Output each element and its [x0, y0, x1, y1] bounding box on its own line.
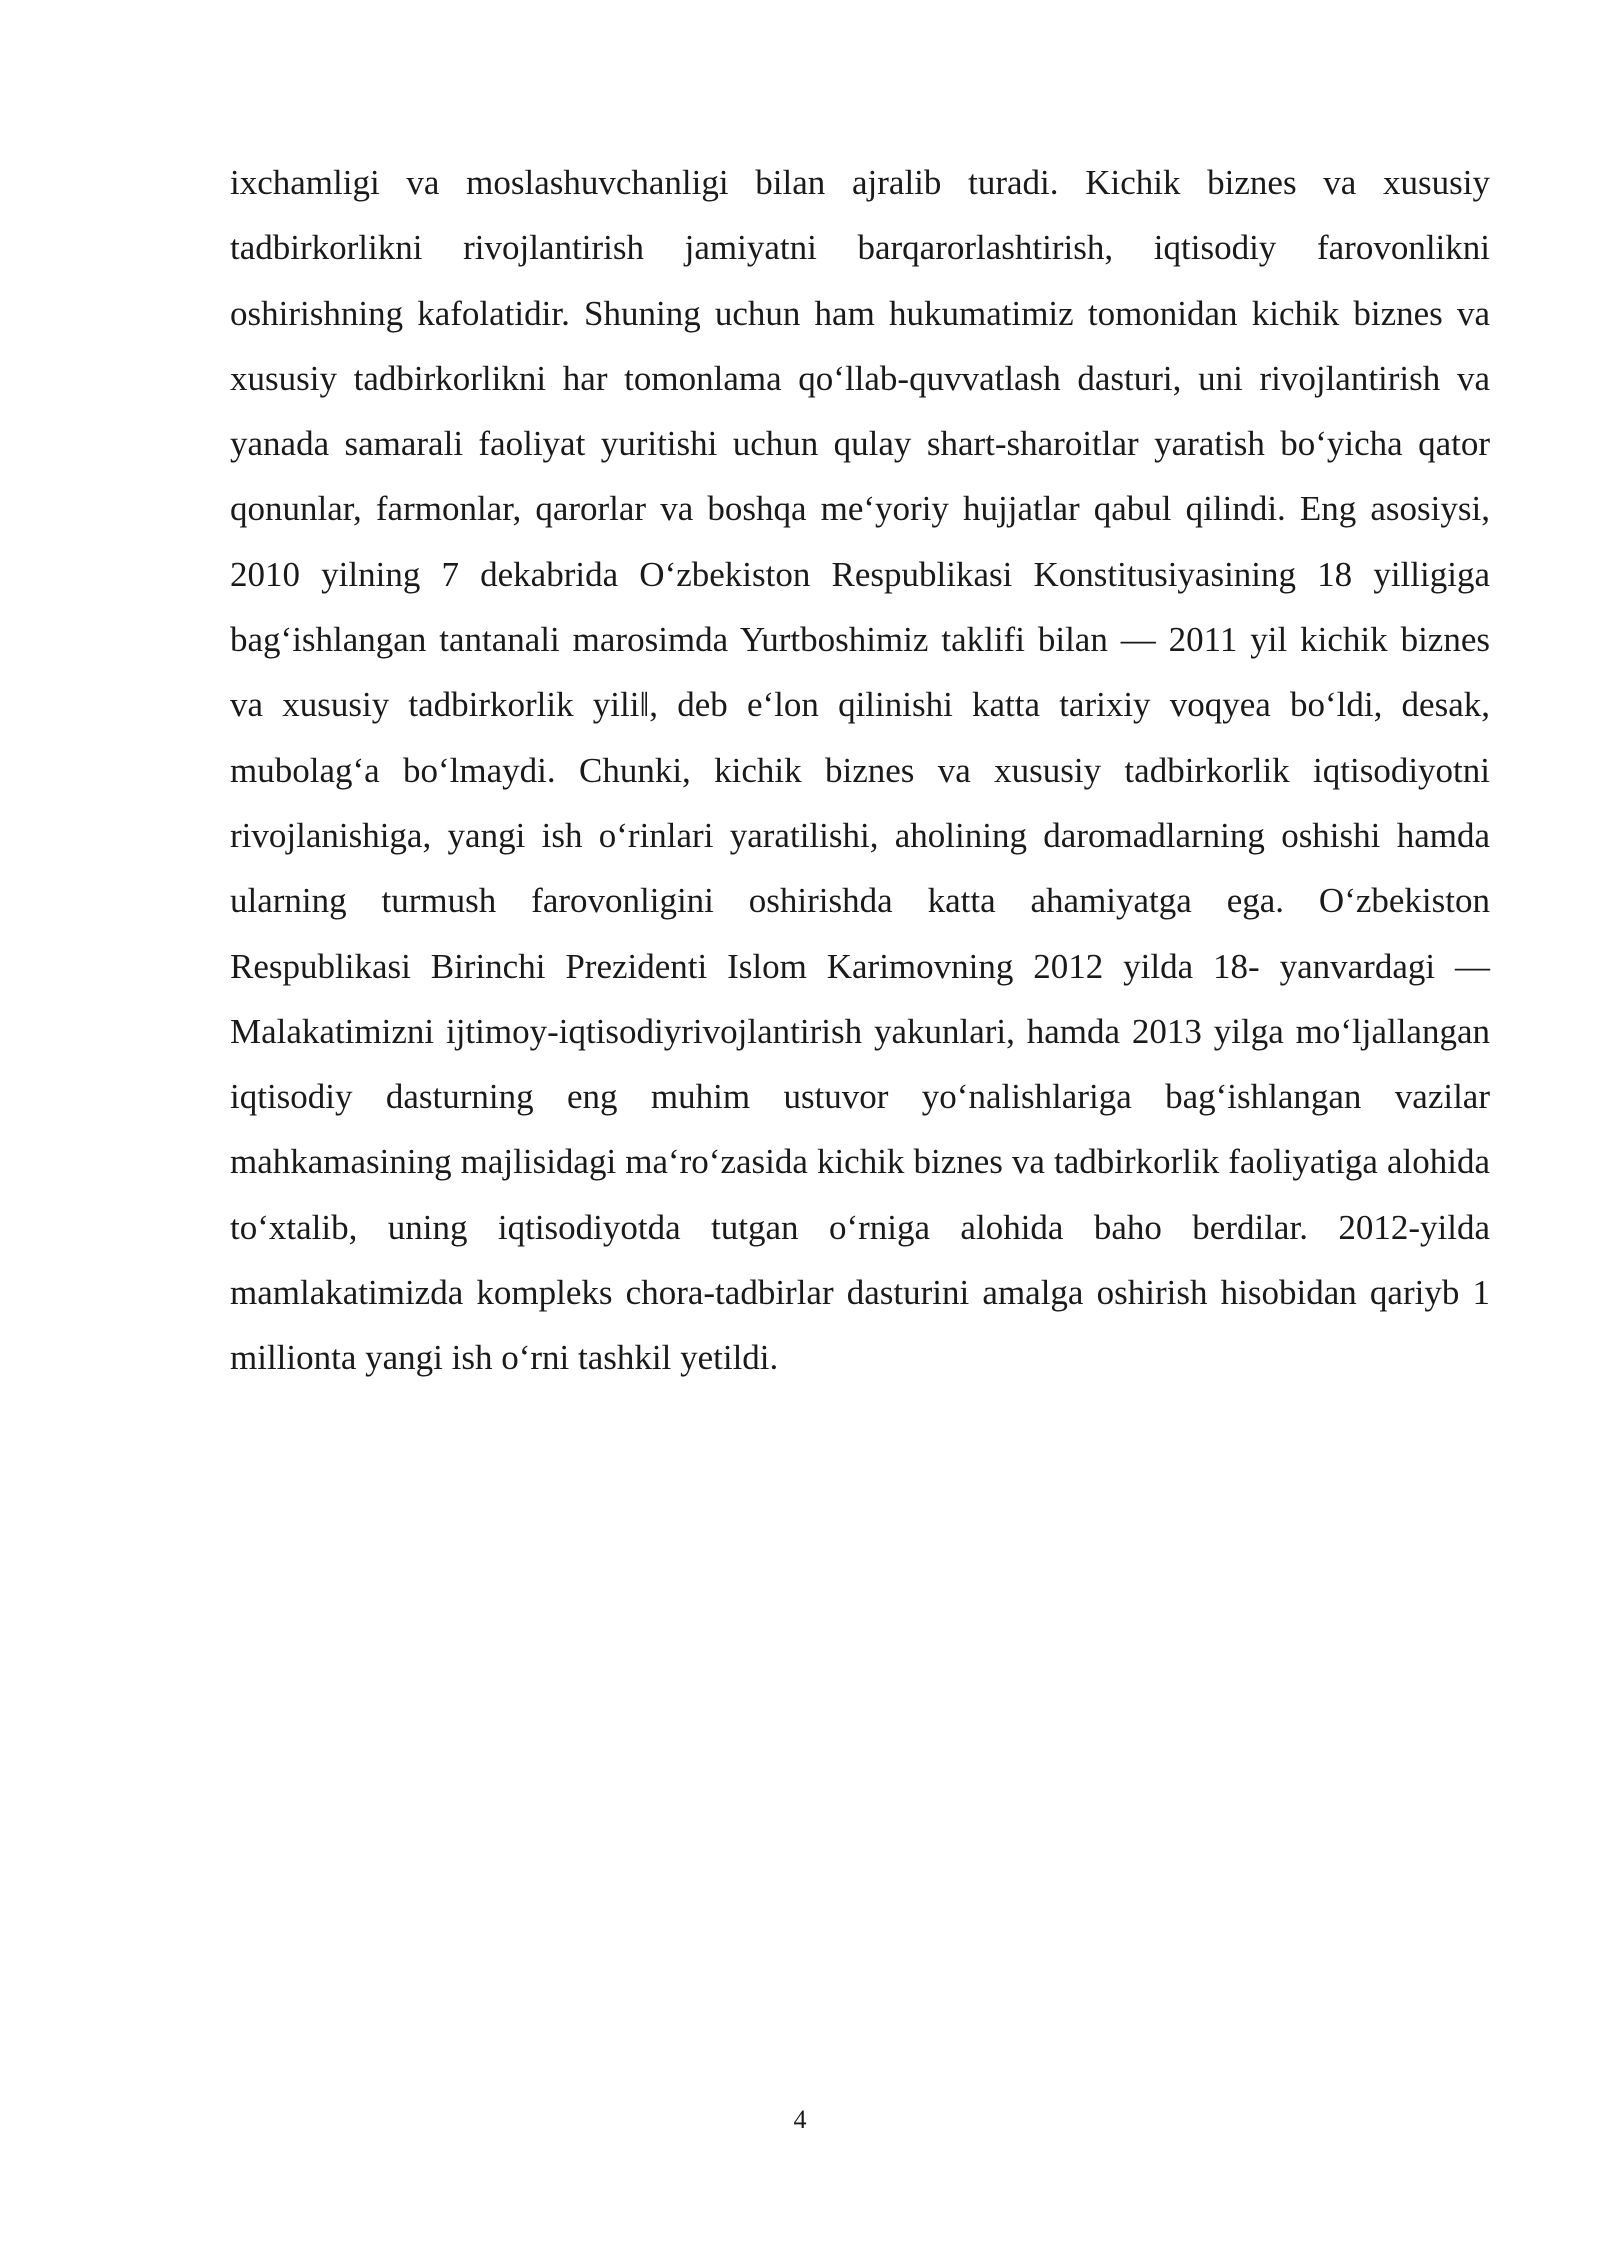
page-number: 4: [793, 2105, 807, 2134]
body-paragraph: ixchamligi va moslashuvchanligi bilan ajralib turadi. Kichik biznes va xususiy tadbirkorlikni rivojlantirish jamiyatni barqarorlashtirish, iqtisodiy farovonlikni oshirishning kafolatidir. Shuning uchun ham hukumatimiz tomonidan kichik biznes va xususiy tadbirkorlikni har tomonlama qo‘llab-quvvatlash dasturi, uni rivojlantirish va yanada samarali faoliyat yuritishi uchun qulay shart-sharoitlar yaratish bo‘yicha qator qonunlar, farmonlar, qarorlar va boshqa me‘yoriy hujjatlar qabul qilindi. Eng asosiysi, 2010 yilning 7 dekabrida O‘zbekiston Respublikasi Konstitusiyasining 18 yilligiga bag‘ishlangan tantanali marosimda Yurtboshimiz taklifi bilan — 2011 yil kichik biznes va xususiy tadbirkorlik yili‖, deb e‘lon qilinishi katta tarixiy voqyea bo‘ldi, desak, mubolag‘a bo‘lmaydi. Chunki, kichik biznes va xususiy tadbirkorlik iqtisodiyotni rivojlanishiga, yangi ish o‘rinlari yaratilishi, aholining daromadlarning oshishi hamda ularning turmush farovonligini oshirishda katta ahamiyatga ega. O‘zbekiston Respublikasi Birinchi Prezidenti Islom Karimovning 2012 yilda 18- yanvardagi —Malakatimizni ijtimoy-iqtisodiyrivojlantirish yakunlari, hamda 2013 yilga mo‘ljallangan iqtisodiy dasturning eng muhim ustuvor yo‘nalishlariga bag‘ishlangan vazilar mahkamasining majlisidagi ma‘ro‘zasida kichik biznes va tadbirkorlik faoliyatiga alohida to‘xtalib, uning iqtisodiyotda tutgan o‘rniga alohida baho berdilar. 2012-yilda mamlakatimizda kompleks chora-tadbirlar dasturini amalga oshirish hisobidan qariyb 1 millionta yangi ish o‘rni tashkil yetildi.: [230, 163, 1490, 1378]
